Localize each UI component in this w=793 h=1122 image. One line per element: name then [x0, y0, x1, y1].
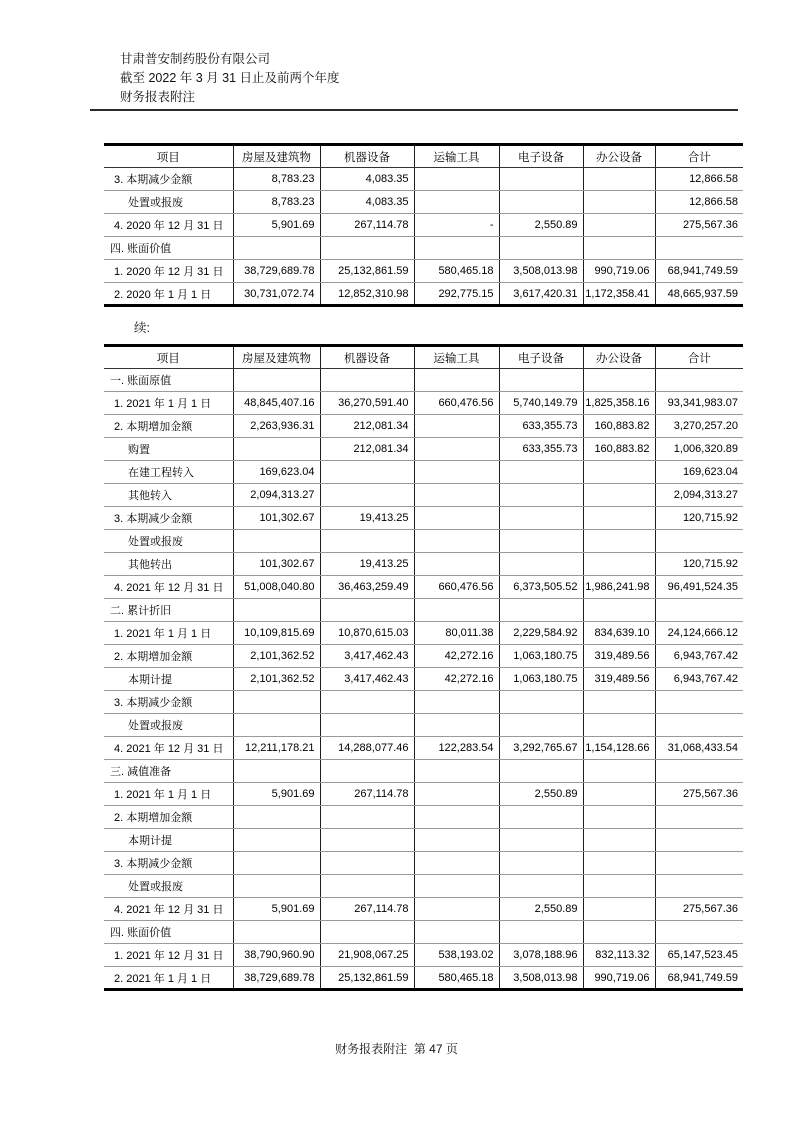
cell-value: 169,623.04 [233, 461, 320, 484]
cell-value [414, 875, 499, 898]
cell-value [233, 530, 320, 553]
cell-value: 120,715.92 [655, 553, 743, 576]
row-label: 2. 2021 年 1 月 1 日 [104, 967, 233, 990]
cell-value: 19,413.25 [320, 553, 414, 576]
row-label: 处置或报废 [104, 714, 233, 737]
cell-value [320, 921, 414, 944]
row-label: 1. 2020 年 12 月 31 日 [104, 260, 233, 283]
cell-value: 834,639.10 [583, 622, 655, 645]
cell-value [583, 691, 655, 714]
cell-value: 169,623.04 [655, 461, 743, 484]
cell-value [583, 921, 655, 944]
row-label: 2. 2020 年 1 月 1 日 [104, 283, 233, 306]
cell-value [414, 168, 499, 191]
cell-value: 31,068,433.54 [655, 737, 743, 760]
document-header [120, 50, 340, 107]
cell-value: 292,775.15 [414, 283, 499, 306]
cell-value [655, 875, 743, 898]
cell-value: 10,109,815.69 [233, 622, 320, 645]
cell-value: 212,081.34 [320, 438, 414, 461]
cell-value: 12,852,310.98 [320, 283, 414, 306]
table-row [104, 530, 743, 553]
cell-value: 48,665,937.59 [655, 283, 743, 306]
row-label: 2. 本期增加金额 [104, 415, 233, 438]
cell-value [499, 691, 583, 714]
cell-value: 36,270,591.40 [320, 392, 414, 415]
row-label: 处置或报废 [104, 875, 233, 898]
cell-value [414, 484, 499, 507]
cell-value [414, 691, 499, 714]
cell-value [499, 530, 583, 553]
cell-value: 1,825,358.16 [583, 392, 655, 415]
cell-value: 38,790,960.90 [233, 944, 320, 967]
cell-value [233, 599, 320, 622]
row-label: 4. 2021 年 12 月 31 日 [104, 898, 233, 921]
cell-value [233, 237, 320, 260]
cell-value [414, 599, 499, 622]
cell-value: 12,866.58 [655, 168, 743, 191]
cell-value [414, 461, 499, 484]
column-header: 房屋及建筑物 [233, 346, 320, 369]
cell-value [499, 507, 583, 530]
cell-value [655, 691, 743, 714]
cell-value: 580,465.18 [414, 967, 499, 990]
cell-value: 267,114.78 [320, 214, 414, 237]
table-row [104, 168, 743, 191]
cell-value: 3,078,188.96 [499, 944, 583, 967]
table-row [104, 829, 743, 852]
cell-value [499, 760, 583, 783]
cell-value [414, 553, 499, 576]
cell-value [583, 714, 655, 737]
cell-value [499, 829, 583, 852]
table-row [104, 576, 743, 599]
cell-value [655, 921, 743, 944]
table-row [104, 898, 743, 921]
row-label: 处置或报废 [104, 191, 233, 214]
cell-value: 6,943,767.42 [655, 645, 743, 668]
cell-value: 10,870,615.03 [320, 622, 414, 645]
cell-value [414, 415, 499, 438]
cell-value [583, 484, 655, 507]
cell-value: 160,883.82 [583, 415, 655, 438]
cell-value [414, 852, 499, 875]
cell-value: 5,740,149.79 [499, 392, 583, 415]
row-label: 本期计提 [104, 668, 233, 691]
cell-value: 212,081.34 [320, 415, 414, 438]
cell-value [499, 168, 583, 191]
cell-value [414, 783, 499, 806]
cell-value: 1,986,241.98 [583, 576, 655, 599]
cell-value: 2,094,313.27 [655, 484, 743, 507]
cell-value [583, 214, 655, 237]
column-header: 合计 [655, 346, 743, 369]
cell-value [499, 237, 583, 260]
column-header: 房屋及建筑物 [233, 145, 320, 168]
table-row [104, 507, 743, 530]
cell-value: 48,845,407.16 [233, 392, 320, 415]
cell-value: 68,941,749.59 [655, 260, 743, 283]
row-label: 四. 账面价值 [104, 237, 233, 260]
cell-value [320, 369, 414, 392]
row-label: 1. 2021 年 1 月 1 日 [104, 392, 233, 415]
cell-value [499, 553, 583, 576]
row-label: 一. 账面原值 [104, 369, 233, 392]
table-header-row [104, 145, 743, 168]
row-label: 3. 本期减少金额 [104, 507, 233, 530]
table-row [104, 191, 743, 214]
cell-value [583, 237, 655, 260]
table-row [104, 237, 743, 260]
cell-value [414, 806, 499, 829]
cell-value: 319,489.56 [583, 645, 655, 668]
cell-value: 1,063,180.75 [499, 668, 583, 691]
table-header-row [104, 346, 743, 369]
cell-value: 633,355.73 [499, 438, 583, 461]
cell-value [655, 760, 743, 783]
row-label: 2. 本期增加金额 [104, 645, 233, 668]
table-row [104, 760, 743, 783]
column-header: 电子设备 [499, 145, 583, 168]
cell-value: 14,288,077.46 [320, 737, 414, 760]
cell-value [583, 530, 655, 553]
row-label: 1. 2021 年 1 月 1 日 [104, 783, 233, 806]
page-footer: 财务报表附注 第 47 页 [335, 1042, 458, 1056]
cell-value: 101,302.67 [233, 553, 320, 576]
cell-value [655, 714, 743, 737]
cell-value [320, 714, 414, 737]
cell-value [233, 829, 320, 852]
cell-value: 19,413.25 [320, 507, 414, 530]
cell-value [499, 599, 583, 622]
cell-value [499, 714, 583, 737]
column-header: 机器设备 [320, 145, 414, 168]
cell-value [320, 806, 414, 829]
cell-value [583, 369, 655, 392]
table-row [104, 369, 743, 392]
cell-value [583, 168, 655, 191]
table-row [104, 283, 743, 306]
cell-value [583, 898, 655, 921]
table-row [104, 622, 743, 645]
cell-value: 660,476.56 [414, 576, 499, 599]
cell-value: 93,341,983.07 [655, 392, 743, 415]
column-header: 项目 [104, 346, 233, 369]
cell-value [655, 852, 743, 875]
table-row [104, 737, 743, 760]
cell-value: 8,783.23 [233, 168, 320, 191]
table-row [104, 553, 743, 576]
cell-value: - [414, 214, 499, 237]
cell-value: 42,272.16 [414, 645, 499, 668]
cell-value: 4,083.35 [320, 168, 414, 191]
cell-value [583, 191, 655, 214]
cell-value [499, 484, 583, 507]
cell-value [499, 461, 583, 484]
fixed-assets-table-2021 [104, 344, 743, 991]
cell-value: 42,272.16 [414, 668, 499, 691]
table-row [104, 944, 743, 967]
table-row [104, 806, 743, 829]
notes-title: 财务报表附注 [120, 90, 196, 104]
cell-value [320, 875, 414, 898]
cell-value [233, 369, 320, 392]
row-label: 四. 账面价值 [104, 921, 233, 944]
row-label: 其他转入 [104, 484, 233, 507]
row-label: 其他转出 [104, 553, 233, 576]
cell-value [499, 852, 583, 875]
row-label: 1. 2021 年 12 月 31 日 [104, 944, 233, 967]
cell-value: 660,476.56 [414, 392, 499, 415]
cell-value: 3,292,765.67 [499, 737, 583, 760]
cell-value: 6,943,767.42 [655, 668, 743, 691]
cell-value: 101,302.67 [233, 507, 320, 530]
cell-value [583, 760, 655, 783]
cell-value: 1,063,180.75 [499, 645, 583, 668]
cell-value: 580,465.18 [414, 260, 499, 283]
row-label: 购置 [104, 438, 233, 461]
cell-value: 2,550.89 [499, 214, 583, 237]
cell-value: 21,908,067.25 [320, 944, 414, 967]
cell-value [414, 438, 499, 461]
cell-value [320, 530, 414, 553]
cell-value [655, 829, 743, 852]
cell-value: 2,550.89 [499, 898, 583, 921]
cell-value [655, 599, 743, 622]
column-header: 办公设备 [583, 346, 655, 369]
row-label: 本期计提 [104, 829, 233, 852]
cell-value: 538,193.02 [414, 944, 499, 967]
cell-value: 120,715.92 [655, 507, 743, 530]
column-header: 办公设备 [583, 145, 655, 168]
row-label: 三. 减值准备 [104, 760, 233, 783]
cell-value: 3,508,013.98 [499, 260, 583, 283]
header-divider [90, 109, 738, 111]
cell-value [655, 237, 743, 260]
cell-value: 2,094,313.27 [233, 484, 320, 507]
cell-value [320, 484, 414, 507]
cell-value [320, 829, 414, 852]
cell-value: 3,508,013.98 [499, 967, 583, 990]
period-line: 截至 2022 年 3 月 31 日止及前两个年度 [120, 71, 340, 85]
cell-value: 2,550.89 [499, 783, 583, 806]
cell-value [583, 553, 655, 576]
cell-value: 24,124,666.12 [655, 622, 743, 645]
cell-value: 275,567.36 [655, 214, 743, 237]
cell-value: 3,270,257.20 [655, 415, 743, 438]
row-label: 3. 本期减少金额 [104, 691, 233, 714]
table-row [104, 852, 743, 875]
table-row [104, 438, 743, 461]
row-label: 3. 本期减少金额 [104, 168, 233, 191]
row-label: 二. 累计折旧 [104, 599, 233, 622]
column-header: 运输工具 [414, 145, 499, 168]
table-row [104, 691, 743, 714]
cell-value [414, 369, 499, 392]
cell-value: 990,719.06 [583, 967, 655, 990]
cell-value: 6,373,505.52 [499, 576, 583, 599]
column-header: 机器设备 [320, 346, 414, 369]
cell-value: 122,283.54 [414, 737, 499, 760]
cell-value [499, 875, 583, 898]
cell-value [233, 875, 320, 898]
cell-value: 319,489.56 [583, 668, 655, 691]
table-row [104, 921, 743, 944]
cell-value: 51,008,040.80 [233, 576, 320, 599]
cell-value [233, 760, 320, 783]
table-row [104, 461, 743, 484]
cell-value [320, 461, 414, 484]
cell-value [499, 921, 583, 944]
cell-value: 2,263,936.31 [233, 415, 320, 438]
cell-value: 38,729,689.78 [233, 260, 320, 283]
cell-value [414, 714, 499, 737]
column-header: 运输工具 [414, 346, 499, 369]
cell-value [414, 921, 499, 944]
row-label: 3. 本期减少金额 [104, 852, 233, 875]
table-row [104, 484, 743, 507]
cell-value: 3,417,462.43 [320, 645, 414, 668]
row-label: 4. 2021 年 12 月 31 日 [104, 576, 233, 599]
table-row [104, 415, 743, 438]
cell-value [233, 438, 320, 461]
table-row [104, 214, 743, 237]
cell-value [414, 237, 499, 260]
cell-value [414, 530, 499, 553]
cell-value: 30,731,072.74 [233, 283, 320, 306]
row-label: 2. 本期增加金额 [104, 806, 233, 829]
cell-value: 65,147,523.45 [655, 944, 743, 967]
cell-value: 4,083.35 [320, 191, 414, 214]
cell-value: 36,463,259.49 [320, 576, 414, 599]
cell-value: 990,719.06 [583, 260, 655, 283]
cell-value [233, 806, 320, 829]
cell-value [414, 507, 499, 530]
cell-value [583, 783, 655, 806]
cell-value: 267,114.78 [320, 783, 414, 806]
cell-value: 267,114.78 [320, 898, 414, 921]
cell-value: 5,901.69 [233, 214, 320, 237]
cell-value: 25,132,861.59 [320, 967, 414, 990]
table-row [104, 645, 743, 668]
cell-value: 1,154,128.66 [583, 737, 655, 760]
cell-value [233, 691, 320, 714]
cell-value: 2,229,584.92 [499, 622, 583, 645]
cell-value [583, 507, 655, 530]
cell-value [414, 829, 499, 852]
cell-value [499, 806, 583, 829]
cell-value: 1,172,358.41 [583, 283, 655, 306]
cell-value: 12,866.58 [655, 191, 743, 214]
row-label: 4. 2021 年 12 月 31 日 [104, 737, 233, 760]
cell-value: 633,355.73 [499, 415, 583, 438]
cell-value: 12,211,178.21 [233, 737, 320, 760]
continuation-label: 续: [134, 321, 150, 335]
cell-value [320, 852, 414, 875]
cell-value: 68,941,749.59 [655, 967, 743, 990]
column-header: 电子设备 [499, 346, 583, 369]
cell-value [320, 760, 414, 783]
cell-value [499, 369, 583, 392]
cell-value [655, 530, 743, 553]
cell-value [233, 852, 320, 875]
table-row [104, 599, 743, 622]
cell-value: 1,006,320.89 [655, 438, 743, 461]
cell-value [233, 714, 320, 737]
cell-value: 25,132,861.59 [320, 260, 414, 283]
cell-value [414, 760, 499, 783]
cell-value [320, 237, 414, 260]
column-header: 合计 [655, 145, 743, 168]
table-row [104, 668, 743, 691]
cell-value: 96,491,524.35 [655, 576, 743, 599]
cell-value: 38,729,689.78 [233, 967, 320, 990]
cell-value [583, 852, 655, 875]
cell-value [499, 191, 583, 214]
company-name: 甘肃普安制药股份有限公司 [120, 52, 271, 66]
cell-value [414, 191, 499, 214]
cell-value [583, 806, 655, 829]
table-row [104, 875, 743, 898]
table-row [104, 392, 743, 415]
cell-value [233, 921, 320, 944]
row-label: 处置或报废 [104, 530, 233, 553]
cell-value [583, 461, 655, 484]
cell-value: 2,101,362.52 [233, 668, 320, 691]
cell-value: 275,567.36 [655, 898, 743, 921]
row-label: 在建工程转入 [104, 461, 233, 484]
cell-value [583, 599, 655, 622]
cell-value: 3,417,462.43 [320, 668, 414, 691]
cell-value [320, 599, 414, 622]
cell-value [655, 806, 743, 829]
cell-value: 2,101,362.52 [233, 645, 320, 668]
cell-value: 3,617,420.31 [499, 283, 583, 306]
cell-value: 5,901.69 [233, 898, 320, 921]
table-row [104, 783, 743, 806]
cell-value: 80,011.38 [414, 622, 499, 645]
table-row [104, 714, 743, 737]
cell-value: 160,883.82 [583, 438, 655, 461]
cell-value: 5,901.69 [233, 783, 320, 806]
column-header: 项目 [104, 145, 233, 168]
row-label: 4. 2020 年 12 月 31 日 [104, 214, 233, 237]
table-row [104, 260, 743, 283]
cell-value [320, 691, 414, 714]
fixed-assets-table-2020 [104, 143, 743, 307]
cell-value: 8,783.23 [233, 191, 320, 214]
cell-value: 832,113.32 [583, 944, 655, 967]
cell-value [655, 369, 743, 392]
row-label: 1. 2021 年 1 月 1 日 [104, 622, 233, 645]
cell-value [583, 829, 655, 852]
cell-value [583, 875, 655, 898]
cell-value [414, 898, 499, 921]
table-row [104, 967, 743, 990]
cell-value: 275,567.36 [655, 783, 743, 806]
